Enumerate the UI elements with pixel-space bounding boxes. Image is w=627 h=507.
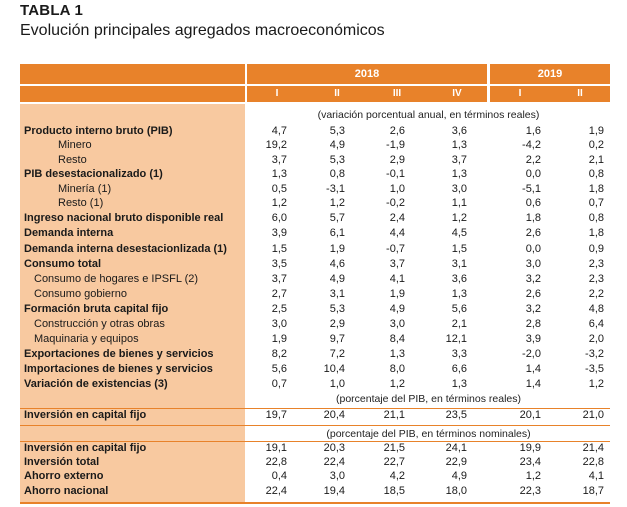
row-value: 1,1 [451,197,467,209]
row-value: 5,6 [271,363,287,375]
row-value: 1,3 [389,348,405,360]
row-value: 6,6 [451,363,467,375]
row-value: 1,2 [451,212,467,224]
row-value: 3,9 [525,333,541,345]
row-value: -1,9 [386,139,405,151]
row-value: 7,2 [329,348,345,360]
table-row [0,272,627,287]
row-value: 23,5 [445,409,467,421]
row-value: 21,5 [383,442,405,454]
row-label: Producto interno bruto (PIB) [24,125,173,137]
row-value: -5,1 [522,183,541,195]
row-value: 1,8 [525,212,541,224]
year-label: 2019 [537,68,563,80]
row-label: Consumo gobierno [34,288,127,300]
row-value: 1,3 [451,378,467,390]
row-value: 3,0 [329,470,345,482]
table-row [0,347,627,362]
row-value: -0,1 [386,168,405,180]
table-row [0,377,627,392]
row-value: 3,6 [451,273,467,285]
table-title: Evolución principales agregados macroeconómicos [20,22,385,39]
row-label: Ingreso nacional bruto disponible real [24,212,224,224]
row-value: 1,2 [588,378,604,390]
table-row [0,441,627,456]
year-label: 2018 [354,68,380,80]
row-value: 2,9 [389,154,405,166]
table-bottom-rule [20,502,610,504]
row-value: 3,0 [451,183,467,195]
row-value: 4,9 [451,470,467,482]
row-value: 12,1 [445,333,467,345]
row-value: 0,4 [271,470,287,482]
row-value: 2,4 [389,212,405,224]
row-value: 1,9 [588,125,604,137]
table-row [0,484,627,499]
row-value: 2,8 [525,318,541,330]
row-value: 19,4 [323,485,345,497]
row-value: 21,4 [582,442,604,454]
row-value: 22,8 [582,456,604,468]
row-value: 22,9 [445,456,467,468]
row-value: 2,5 [271,303,287,315]
row-value: 1,3 [451,288,467,300]
row-value: 18,7 [582,485,604,497]
row-value: 1,8 [588,227,604,239]
table-row [0,455,627,470]
row-value: 9,7 [329,333,345,345]
row-label: Consumo de hogares e IPSFL (2) [34,273,199,285]
table-row [0,362,627,377]
row-value: 3,1 [451,258,467,270]
row-label: Inversión en capital fijo [24,409,147,421]
row-value: 4,6 [329,258,345,270]
row-value: 4,1 [389,273,405,285]
row-value: -3,2 [585,348,604,360]
row-value: 2,2 [588,288,604,300]
row-value: 3,7 [451,154,467,166]
row-value: 5,6 [451,303,467,315]
row-value: 1,4 [525,363,541,375]
row-value: 2,6 [525,288,541,300]
row-value: 0,2 [588,139,604,151]
row-value: 22,8 [265,456,287,468]
row-value: 8,4 [389,333,405,345]
row-value: 6,4 [588,318,604,330]
row-value: 3,7 [389,258,405,270]
row-value: 0,8 [588,168,604,180]
row-value: 3,2 [525,273,541,285]
row-value: 4,1 [588,470,604,482]
row-value: 1,9 [271,333,287,345]
row-label: Maquinaria y equipos [34,333,139,345]
row-value: 22,7 [383,456,405,468]
row-value: 20,4 [323,409,345,421]
row-value: 4,8 [588,303,604,315]
row-value: 22,4 [265,485,287,497]
row-value: -2,0 [522,348,541,360]
table-row [0,287,627,302]
row-value: 3,7 [271,273,287,285]
row-value: 3,6 [451,125,467,137]
table-row [0,302,627,317]
row-value: -0,2 [386,197,405,209]
row-value: 24,1 [445,442,467,454]
row-value: 1,3 [451,139,467,151]
row-value: 2,7 [271,288,287,300]
row-value: 8,0 [389,363,405,375]
row-value: 20,3 [323,442,345,454]
row-value: 6,0 [271,212,287,224]
row-value: 10,4 [323,363,345,375]
table-row [0,408,627,423]
row-label: Consumo total [24,258,101,270]
quarter-label: IV [452,88,462,99]
row-label: Construcción y otras obras [34,318,165,330]
row-value: 0,6 [525,197,541,209]
row-value: 0,8 [588,212,604,224]
row-value: 0,9 [588,243,604,255]
quarter-left-block [20,86,245,102]
row-value: 2,6 [389,125,405,137]
row-value: 1,2 [329,197,345,209]
table-row [0,469,627,484]
row-value: 5,3 [329,125,345,137]
row-label: Inversión en capital fijo [24,442,147,454]
row-value: 0,0 [525,243,541,255]
row-value: 23,4 [519,456,541,468]
table-row [0,153,627,168]
table-row [0,196,627,211]
header-left-block [20,64,245,84]
row-value: 4,5 [451,227,467,239]
separator-line [20,425,610,426]
row-value: 3,2 [525,303,541,315]
row-value: 1,4 [525,378,541,390]
row-value: 5,3 [329,154,345,166]
row-value: 1,0 [329,378,345,390]
quarter-row-2018 [247,86,487,102]
table-row [0,257,627,272]
row-value: 2,2 [525,154,541,166]
section-note-pib-real: (porcentaje del PIB, en términos reales) [335,393,521,405]
row-value: 1,3 [451,168,467,180]
row-value: 0,5 [271,183,287,195]
section-note-pib-nominal: (porcentaje del PIB, en términos nominales) [326,428,531,440]
row-value: 2,3 [588,273,604,285]
row-value: 3,9 [271,227,287,239]
row-value: 1,9 [389,288,405,300]
row-label: Exportaciones de bienes y servicios [24,348,214,360]
quarter-row-2019 [490,86,610,102]
row-value: 3,1 [329,288,345,300]
row-value: 0,8 [329,168,345,180]
row-value: 2,1 [451,318,467,330]
row-value: 4,9 [329,273,345,285]
row-value: 0,0 [525,168,541,180]
row-label: Inversión total [24,456,100,468]
table-row [0,167,627,182]
row-value: 2,6 [525,227,541,239]
header-year-2018 [247,64,487,84]
row-value: 1,9 [329,243,345,255]
row-value: 1,3 [271,168,287,180]
row-value: 20,1 [519,409,541,421]
row-label: PIB desestacionalizado (1) [24,168,163,180]
row-value: -4,2 [522,139,541,151]
row-label: Minero [58,139,92,151]
table-row [0,332,627,347]
row-value: 0,7 [588,197,604,209]
row-value: 4,2 [389,470,405,482]
row-value: 21,0 [582,409,604,421]
row-label: Demanda interna desestacionlizada (1) [24,243,227,255]
quarter-label: II [577,88,583,99]
row-value: 2,9 [329,318,345,330]
row-value: 8,2 [271,348,287,360]
row-label: Variación de existencias (3) [24,378,168,390]
row-value: 3,5 [271,258,287,270]
row-value: 2,1 [588,154,604,166]
row-value: 1,5 [271,243,287,255]
row-value: 1,8 [588,183,604,195]
table-number: TABLA 1 [20,2,84,19]
row-value: 5,7 [329,212,345,224]
row-label: Ahorro externo [24,470,104,482]
row-value: 3,0 [271,318,287,330]
table-row [0,124,627,139]
table-row [0,182,627,197]
row-label: Importaciones de bienes y servicios [24,363,213,375]
row-value: 5,3 [329,303,345,315]
row-value: 4,9 [329,139,345,151]
row-value: 6,1 [329,227,345,239]
row-value: 4,4 [389,227,405,239]
table-row [0,242,627,257]
row-value: 2,3 [588,258,604,270]
table-row [0,226,627,241]
header-year-2019 [490,64,610,84]
row-value: 1,0 [389,183,405,195]
row-value: 0,7 [271,378,287,390]
row-value: -3,1 [326,183,345,195]
row-value: 1,2 [525,470,541,482]
row-value: 3,0 [389,318,405,330]
row-value: 1,2 [389,378,405,390]
row-value: 22,3 [519,485,541,497]
row-value: -3,5 [585,363,604,375]
row-label: Resto (1) [58,197,104,209]
row-value: 1,5 [451,243,467,255]
row-value: 22,4 [323,456,345,468]
row-value: 3,0 [525,258,541,270]
row-value: 4,9 [389,303,405,315]
row-value: -0,7 [386,243,405,255]
quarter-label: I [518,88,522,99]
section-note-real-growth: (variación porcentual anual, en términos reales) [317,109,540,121]
row-value: 3,7 [271,154,287,166]
row-value: 2,0 [588,333,604,345]
row-value: 4,7 [271,125,287,137]
quarter-label: II [334,88,340,99]
row-label: Ahorro nacional [24,485,109,497]
row-label: Minería (1) [58,183,112,195]
row-value: 1,2 [271,197,287,209]
quarter-label: III [392,88,402,99]
row-value: 1,6 [525,125,541,137]
row-value: 19,9 [519,442,541,454]
row-label: Demanda interna [24,227,114,239]
row-value: 18,0 [445,485,467,497]
table-row [0,211,627,226]
row-value: 3,3 [451,348,467,360]
table-row [0,138,627,153]
row-value: 19,1 [265,442,287,454]
row-value: 19,2 [265,139,287,151]
row-label: Formación bruta capital fijo [24,303,169,315]
row-value: 18,5 [383,485,405,497]
row-value: 19,7 [265,409,287,421]
row-label: Resto [58,154,87,166]
quarter-label: I [275,88,279,99]
row-value: 21,1 [383,409,405,421]
table-row [0,317,627,332]
